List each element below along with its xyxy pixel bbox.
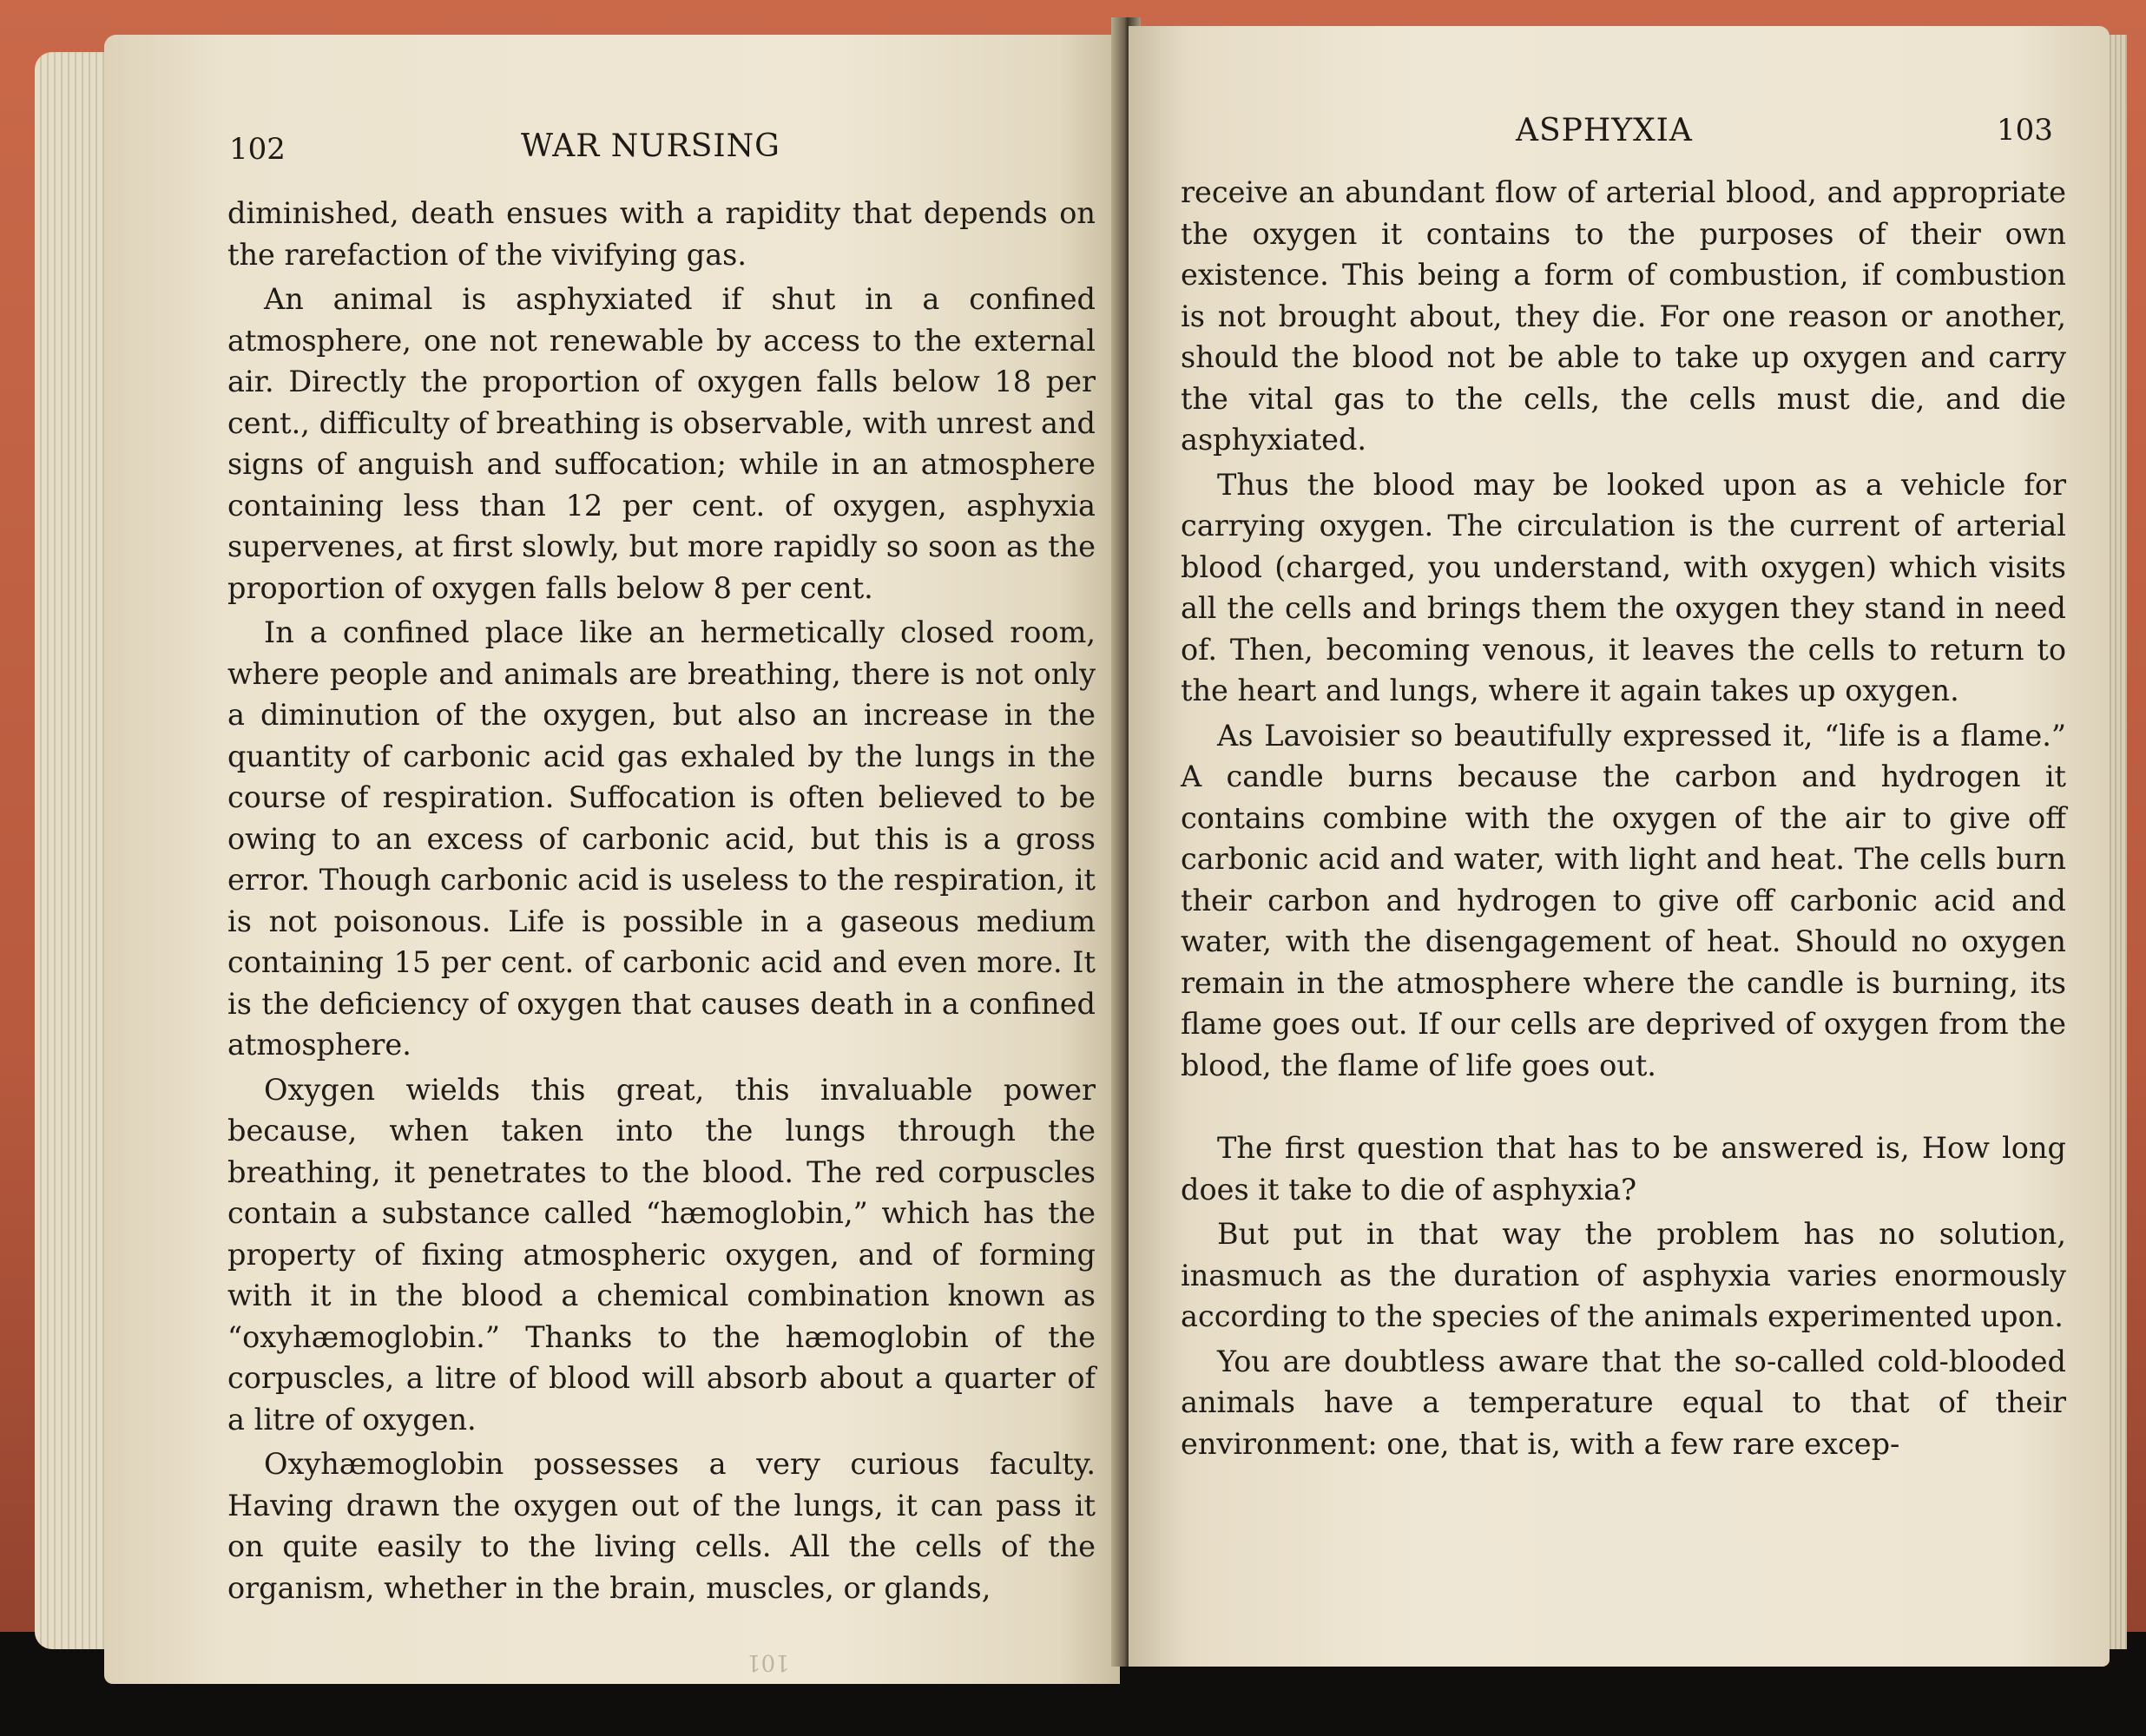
- paragraph: An animal is asphyxiated if shut in a confined atmosphere, one not renewable by access to the external air. Directly the proportion of oxygen falls below 18 per cent., difficulty of breathing is observable, with unrest and signs of anguish and suffocation; while in an atmosphere containing less than 12 per cent. of oxygen, asphyxia supervenes, at first slowly, but more rapidly so soon as the proportion of oxygen falls below 8 per cent.: [227, 282, 1096, 605]
- paragraph: receive an abundant flow of arterial blood, and appropriate the oxygen it contains to the purposes of their own existence. This being a form of combustion, if combustion is not brought about, they die. For one reason or another, should the blood not be able to take up oxygen and carry the vital gas to the cells, the cells must die, and die asphyxiated.: [1181, 175, 2066, 457]
- paragraph: In a confined place like an hermetically closed room, where people and animals are breathing, there is not only a diminution of the oxygen, but also an increase in the quantity of carbonic acid gas exhaled by the lungs in the course of respiration. Suffocation is often believed to be owing to an excess of carbonic acid, but this is a gross error. Though carbonic acid is useless to the respiration, it is not poisonous. Life is possible in a gaseous medium containing 15 per cent. of carbonic acid and even more. It is the deficiency of oxygen that causes death in a confined atmosphere.: [227, 615, 1096, 1062]
- left-page: [104, 35, 1120, 1684]
- right-page: [1129, 26, 2110, 1667]
- paragraph: The first question that has to be answered is, How long does it take to die of asphyxia?: [1181, 1131, 2066, 1207]
- paragraph: As Lavoisier so beautifully expressed it, “life is a flame.” A candle burns because the carbon and hydrogen it contains combine with the oxygen of the air to give off carbonic acid and water, with light and heat. The cells burn their carbon and hydrogen to give off carbonic acid and water, with the disengagement of heat. Should no oxygen remain in the atmosphere where the candle is burning, its flame goes out. If our cells are deprived of oxygen from the blood, the flame of life goes out.: [1181, 718, 2066, 1082]
- paragraph: diminished, death ensues with a rapidity that depends on the rarefaction of the vivifying gas.: [227, 196, 1096, 272]
- running-head-right: ASPHYXIA: [1516, 113, 1693, 148]
- paragraph: But put in that way the problem has no solution, inasmuch as the duration of asphyxia varies enormously according to the species of the animals experimented upon.: [1181, 1217, 2066, 1333]
- left-page-text: [227, 193, 1096, 1612]
- right-page-text: [1181, 172, 2066, 1468]
- page-number-left: 102: [229, 132, 286, 167]
- page-number-right: 103: [1997, 113, 2053, 148]
- paragraph: Thus the blood may be looked upon as a vehicle for carrying oxygen. The circulation is the current of arterial blood (charged, you understand, with oxygen) which visits all the cells and brings them the oxygen they stand in need of. Then, becoming venous, it leaves the cells to return to the heart and lungs, where it again takes up oxygen.: [1181, 467, 2066, 707]
- paragraph: Oxygen wields this great, this invaluable power because, when taken into the lungs through the breathing, it penetrates to the blood. The red corpuscles contain a substance called “hæmoglobin,” which has the property of fixing atmospheric oxygen, and of forming with it in the blood a chemical combination known as “oxyhæmoglobin.” Thanks to the hæmoglobin of the corpuscles, a litre of blood will absorb about a quarter of a litre of oxygen.: [227, 1072, 1096, 1437]
- paragraph: Oxyhæmoglobin possesses a very curious faculty. Having drawn the oxygen out of the lungs, it can pass it on quite easily to the living cells. All the cells of the organism, whether in the brain, muscles, or glands,: [227, 1447, 1096, 1605]
- paragraph: You are doubtless aware that the so-called cold-blooded animals have a temperature equal to that of their environment: one, that is, with a few rare excep-: [1181, 1344, 2066, 1461]
- bleed-through-page-number: 101: [747, 1649, 790, 1675]
- running-head-left: WAR NURSING: [521, 128, 780, 164]
- page-edges-left: [35, 52, 113, 1649]
